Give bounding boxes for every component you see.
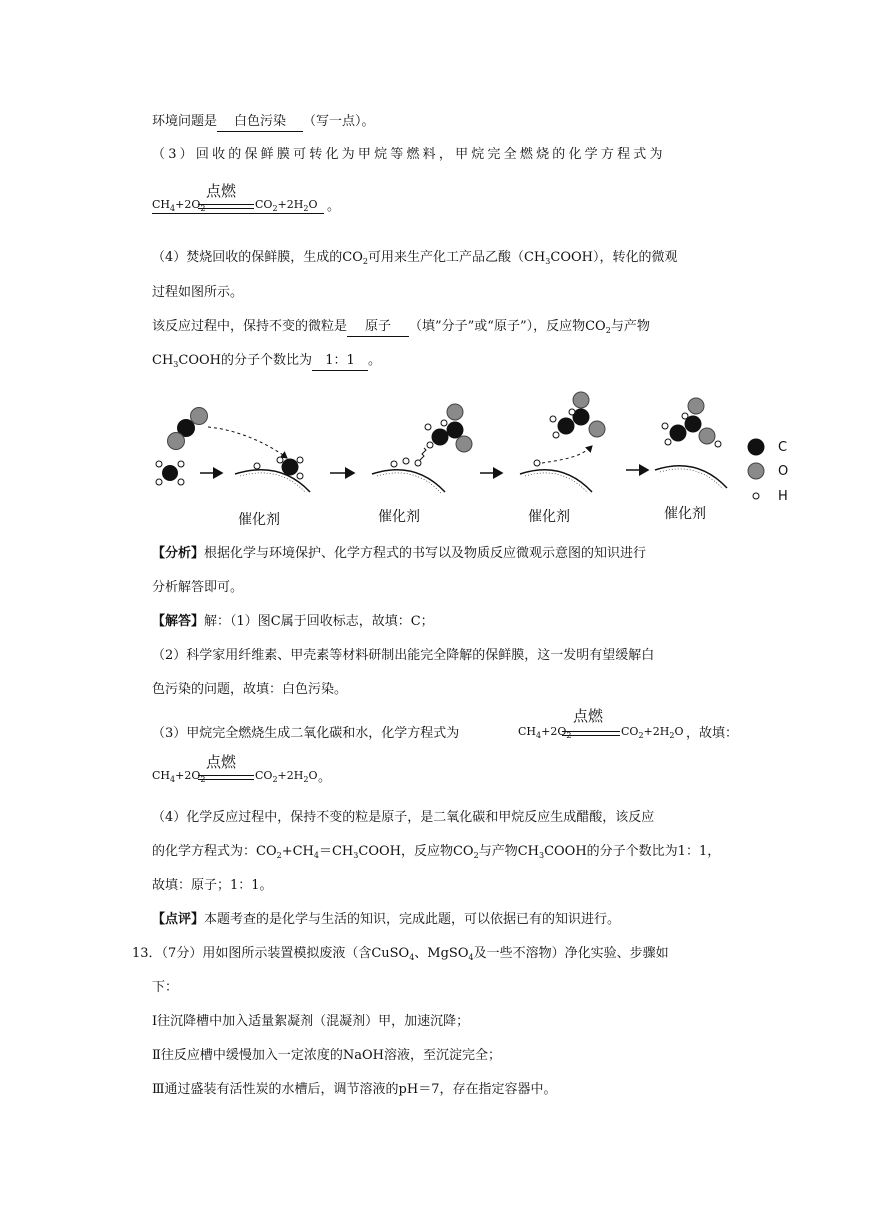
text: COOH的分子个数比为1：1， [544,844,721,859]
text: 该反应过程中，保持不变的微粒是 [152,319,348,334]
answer-blank-ratio: 1：1 [312,352,368,371]
text: Ⅲ通过盛装有活性炭的水槽后，调节溶液的pH＝7，存在指定容器中。 [152,1082,557,1097]
q13-line-2 [152,979,178,997]
answer-line-1 [152,613,434,631]
answer-tag: 【解答】 [152,614,205,629]
text: （填”分子”或“原子”），反应物CO [409,319,606,334]
comment-line [152,911,620,929]
text: COOH），转化的微观 [550,250,678,265]
line-unchanged-particle: 该反应过程中，保持不变的微粒是 原子 （填”分子”或“原子”），反应物$CO_2$与产物 [152,319,650,335]
catalyst-label-4: 催化剂 [664,506,706,522]
text: 与产物 [610,319,650,334]
line-process-shown [152,284,243,302]
ch4-molecule [156,461,184,485]
eq-right: $CO_2+2H_2O$ [255,769,318,784]
eq-right: $CO_2+2H_2O$ [255,198,318,213]
condition-ignite: 点燃 [573,707,604,725]
q13-step-1 [152,1013,469,1031]
text: 的化学方程式为：CO [152,844,277,859]
line-molecule-ratio: $CH_3COOH$的分子个数比为 1：1 。 [152,353,382,369]
text: 色污染的问题，故填：白色污染。 [152,682,348,697]
line-q4-burning: （4）焚烧回收的保鲜膜，生成的$CO_2$可用来生产化工产品乙酸$(CH_3COOH)$，转化的微观 [152,250,678,266]
text: 过程如图所示。 [152,285,244,300]
dashed-path-arrow [208,427,287,458]
eq-left: $CH_4+2O_2$ [152,769,206,784]
legend-o-label: O [778,464,789,479]
catalyst-surface-4 [655,466,727,489]
text: 根据化学与环境保护、化学方程式的书写以及物质反应微观示意图的知识进行 [204,546,647,561]
comment-tag: 【点评】 [152,912,205,927]
answer-line-4 [152,725,459,743]
text: （4）化学反应过程中，保持不变的粒是原子，是二氧化碳和甲烷反应生成醋酸，该反应 [152,810,655,825]
eq-arrow [562,731,620,736]
eq-arrow [198,775,254,780]
text: 可用来生产化工产品乙酸（CH [367,250,546,265]
text: 故填：原子；1：1。 [152,878,273,893]
text: 13．（7分）用如图所示装置模拟废液（含CuSO [132,946,410,961]
acetic-acid-product [662,398,721,447]
co2-molecule-free [168,408,208,450]
analysis-line-1 [152,545,646,563]
answer-line-7 [152,809,654,827]
answer-line-4-end: ，故填： [686,726,739,741]
catalyst-label-2: 催化剂 [378,509,420,525]
text: 下： [152,980,179,995]
analysis-tag: 【分析】 [152,546,205,561]
eq-left: $CH_4+2O_2$ [518,725,572,740]
text: （3）甲烷完全燃烧生成二氧化碳和水，化学方程式为 [152,726,460,741]
text: ＝CH [318,844,354,859]
legend-oxygen-icon [748,463,764,479]
eq-right: $CO_2+2H_2O$ [621,725,684,740]
answer-line-2 [152,647,654,665]
text: 本题考查的是化学与生活的知识，完成此题，可以依据已有的知识进行。 [204,912,621,927]
eq-arrow [198,204,254,209]
line-q3-methane [152,146,666,164]
condition-ignite: 点燃 [206,753,237,771]
line-env-problem [152,113,375,132]
q13-step-2 [152,1047,501,1065]
analysis-line-2 [152,579,243,597]
q13-step-3 [152,1081,556,1099]
eq-end: 。 [318,770,332,785]
legend-h-label: H [778,489,788,504]
text: COOH的分子个数比为 [178,353,312,368]
legend-c-label: C [778,440,788,455]
legend-carbon-icon [748,439,765,456]
text: 。 [368,353,382,368]
text: 环境问题是 [152,114,218,129]
catalyst-surface-3 [520,460,592,493]
text: （写一点）。 [303,114,375,129]
text: +CH [281,844,314,859]
text: Ⅰ往沉降槽中加入适量絮凝剂（混凝剂）甲，加速沉降； [152,1014,470,1029]
text: （2）科学家用纤维素、甲壳素等材料研制出能完全降解的保鲜膜，这一发明有望缓解白 [152,648,655,663]
condition-ignite: 点燃 [206,182,237,200]
text: COOH，反应物CO [358,844,474,859]
answer-blank-atom: 原子 [347,318,409,337]
text: （3）回收的保鲜膜可转化为甲烷等燃料，甲烷完全燃烧的化学方程式为 [152,147,666,162]
text: （4）焚烧回收的保鲜膜，生成的CO [152,250,363,265]
answer-line-9 [152,877,273,895]
acetic-acid-molecule-4 [550,392,605,438]
acetic-acid-intermediate [425,404,472,452]
text: Ⅱ往反应槽中缓慢加入一定浓度的NaOH溶液，至沉淀完全； [152,1048,501,1063]
answer-underline [152,213,324,214]
text: CH [152,353,174,368]
answer-blank-white-pollution: 白色污染 [217,113,303,132]
catalyst-label-3: 催化剂 [528,509,570,525]
eq-end: 。 [327,199,341,214]
text: 与产物CH [478,844,539,859]
text: 、MgSO [414,946,469,961]
answer-line-3 [152,681,347,699]
catalyst-surface-2 [372,448,445,493]
text: 及一些不溶物）净化实验、步骤如 [473,946,669,961]
eq-left: $CH_4+2O_2$ [152,198,206,213]
catalyst-label-1: 催化剂 [238,512,280,528]
text: 分析解答即可。 [152,580,244,595]
answer-line-8: 的化学方程式为：$CO_2+CH_4=CH_3COOH$，反应物$CO_2$与产物$CH_3COOH$的分子个数比为1：1， [152,844,721,860]
dashed-h-arrow [542,446,592,463]
catalyst-surface-1 [235,457,310,493]
q13-line-1: 13．（7分）用如图所示装置模拟废液（含CuSO$_4$、MgSO$_4$及一些不溶物）净化实验、步骤如 [132,946,669,962]
text: 解：（1）图C属于回收标志，故填：C； [204,614,434,629]
legend-hydrogen-icon [753,493,759,499]
